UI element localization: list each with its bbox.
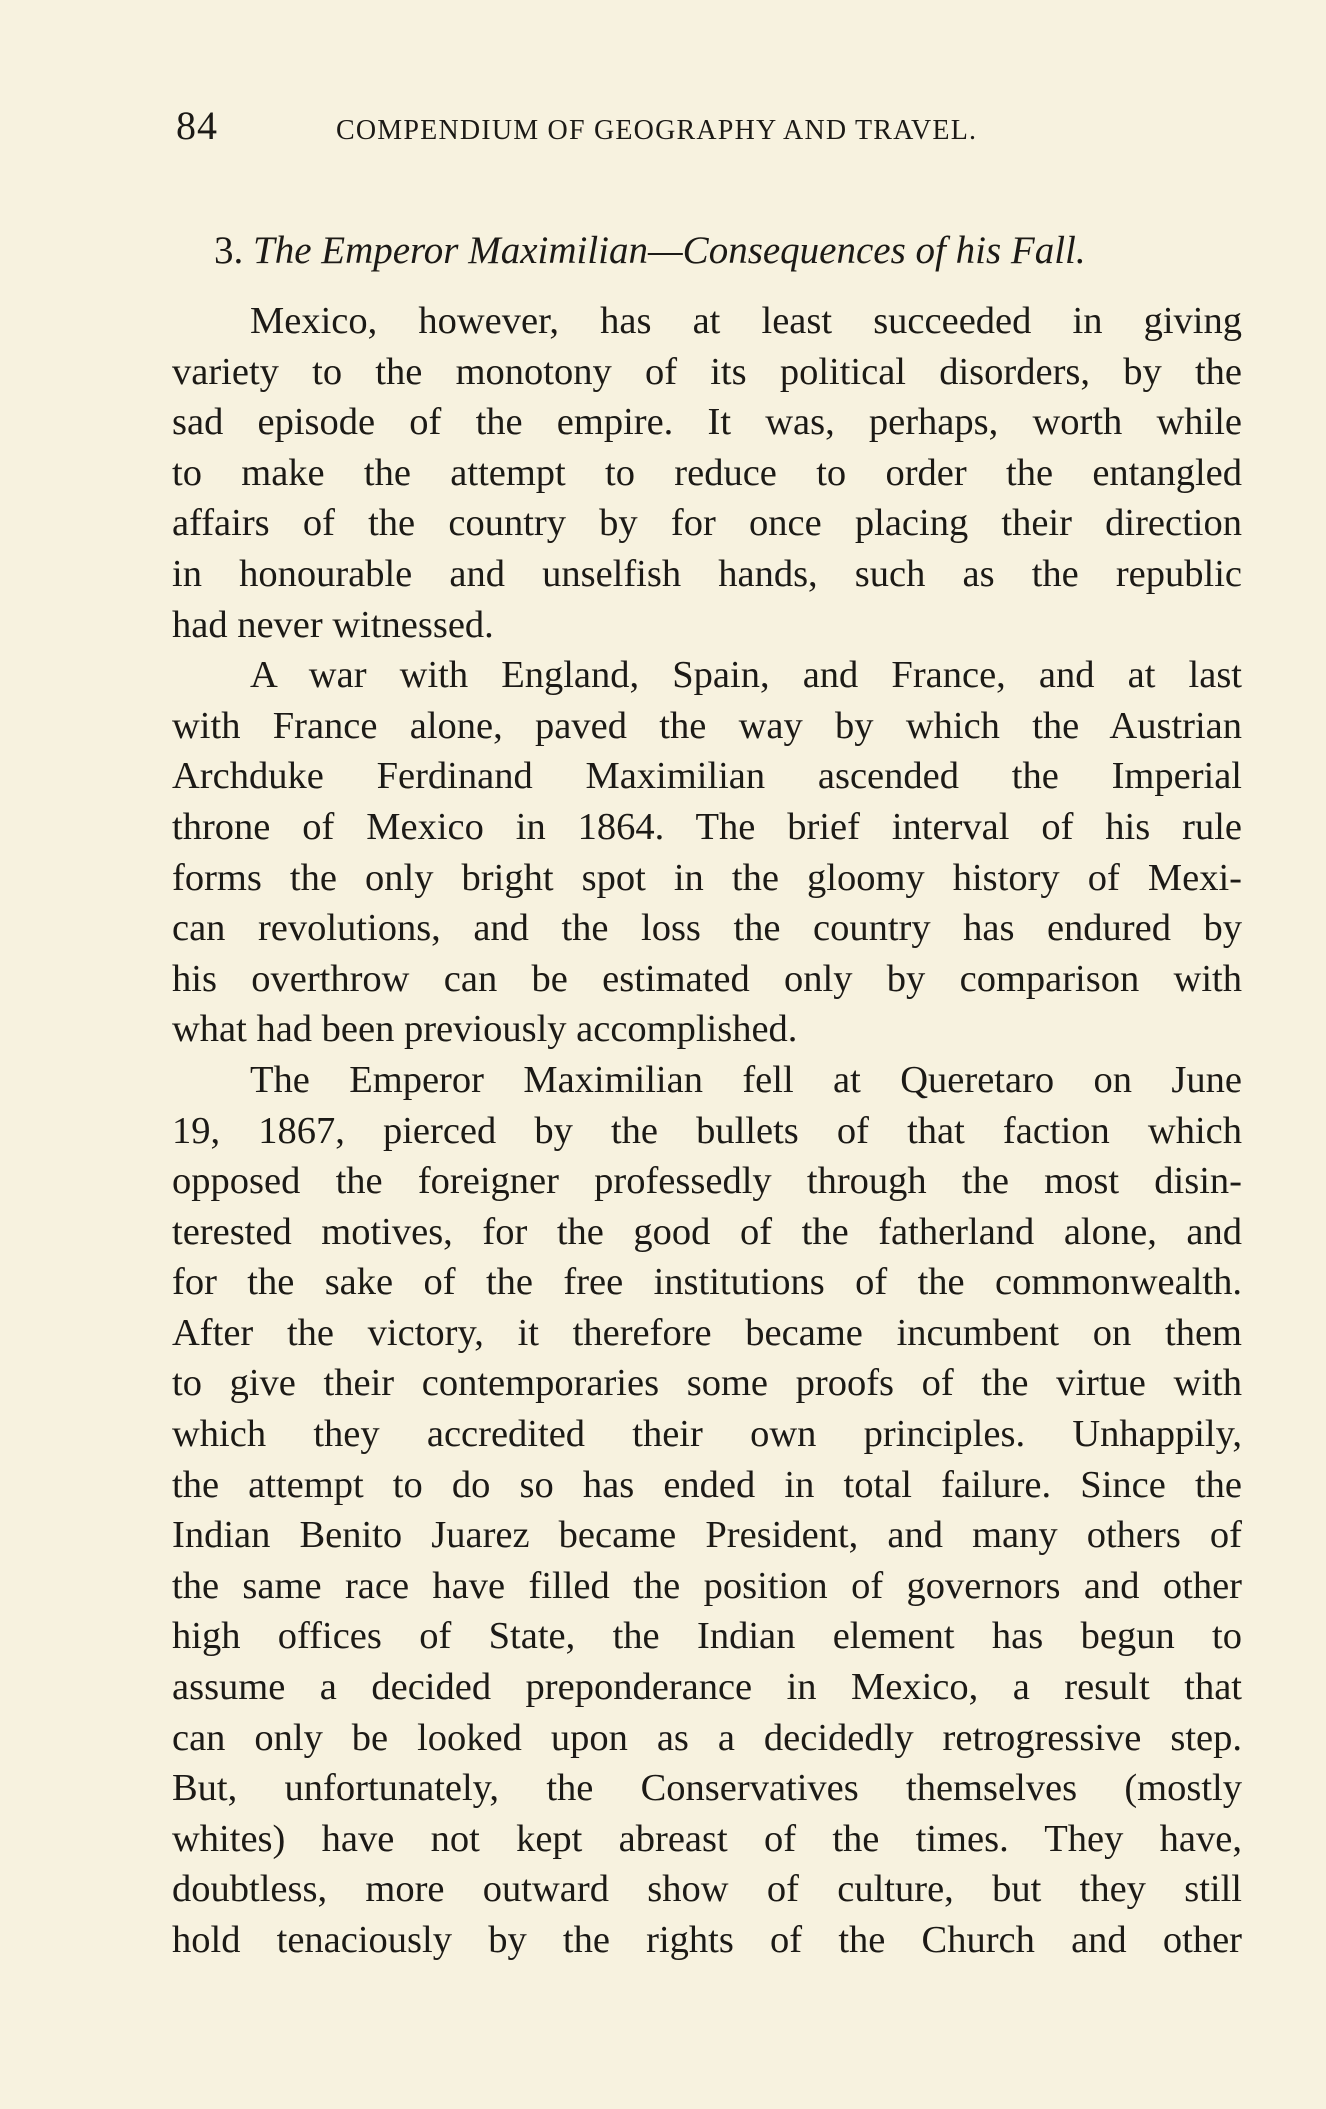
text-line: affairs of the country by for once placing their direction [172,502,1242,545]
text-line: A war with England, Spain, and France, and at last [250,654,1242,697]
page-number: 84 [176,103,218,148]
text-line: forms the only bright spot in the gloomy history of Mexi- [172,856,1242,899]
text-line: for the sake of the free institutions of the commonwealth. [172,1261,1242,1304]
text-line: had never witnessed. [172,603,494,646]
text-line: to make the attempt to reduce to order the entangled [172,451,1242,494]
text-line: what had been previously accomplished. [172,1008,798,1051]
section-title: The Emperor Maximilian—Consequences of his Fall. [253,229,1086,272]
section-heading [214,228,1224,273]
text-line: the same race have filled the position of governors and other [172,1564,1242,1607]
body-text [172,296,1242,1966]
text-line: high offices of State, the Indian element has begun to [172,1615,1242,1658]
text-line: his overthrow can be estimated only by comparison with [172,957,1242,1000]
text-line: doubtless, more outward show of culture, but they still [172,1868,1242,1911]
text-line: to give their contemporaries some proofs of the virtue with [172,1362,1242,1405]
text-line: which they accredited their own principles. Unhappily, [172,1413,1242,1456]
section-number: 3. [214,229,244,272]
text-line: with France alone, paved the way by which the Austrian [172,704,1242,747]
text-line: throne of Mexico in 1864. The brief interval of his rule [172,805,1242,848]
text-line: The Emperor Maximilian fell at Queretaro on June [250,1058,1242,1101]
text-line: hold tenaciously by the rights of the Church and other [172,1919,1242,1961]
text-line: Indian Benito Juarez became President, and many others of [172,1514,1242,1557]
text-line: opposed the foreigner professedly through the most disin- [172,1160,1242,1203]
text-line: Mexico, however, has at least succeeded in giving [250,300,1242,342]
text-line: 19, 1867, pierced by the bullets of that faction which [172,1109,1242,1152]
text-line: the attempt to do so has ended in total failure. Since the [172,1463,1242,1506]
text-line: Archduke Ferdinand Maximilian ascended the Imperial [172,755,1242,798]
text-line: sad episode of the empire. It was, perhaps, worth while [172,401,1242,444]
text-line: whites) have not kept abreast of the times. They have, [172,1817,1242,1860]
running-title: COMPENDIUM OF GEOGRAPHY AND TRAVEL. [336,115,978,146]
text-line: in honourable and unselfish hands, such as the republic [172,552,1242,595]
text-line: But, unfortunately, the Conservatives themselves (mostly [172,1767,1242,1810]
running-header [176,102,1086,152]
text-line: assume a decided preponderance in Mexico, a result that [172,1666,1242,1709]
text-line: variety to the monotony of its political disorders, by the [172,350,1242,393]
text-line: can revolutions, and the loss the country has endured by [172,907,1242,950]
text-line: terested motives, for the good of the fatherland alone, and [172,1210,1242,1253]
text-line: can only be looked upon as a decidedly retrogressive step. [172,1716,1242,1759]
text-line: After the victory, it therefore became incumbent on them [172,1311,1242,1354]
